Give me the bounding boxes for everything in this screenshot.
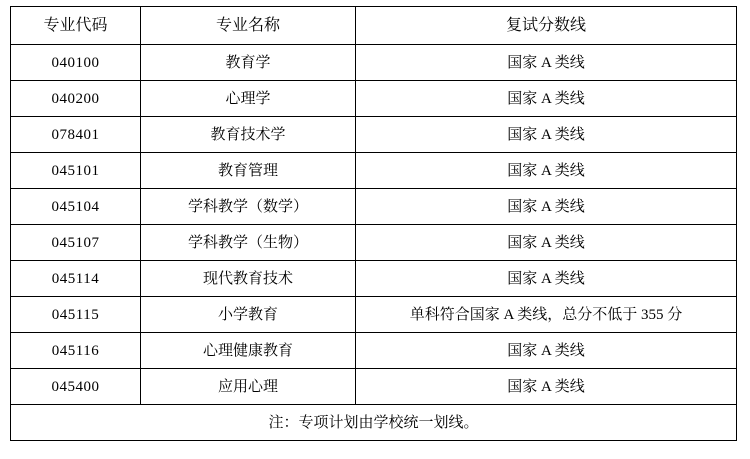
table-row <box>11 369 737 405</box>
cell-score-line: 国家 A 类线 <box>356 153 737 189</box>
table-row <box>11 189 737 225</box>
cell-score-line: 国家 A 类线 <box>356 261 737 297</box>
cell-score-line: 国家 A 类线 <box>356 225 737 261</box>
cell-major-name: 学科教学（生物） <box>141 225 356 261</box>
table-row <box>11 117 737 153</box>
cell-major-code: 045115 <box>11 297 141 333</box>
cell-major-code: 045101 <box>11 153 141 189</box>
cell-major-code: 045400 <box>11 369 141 405</box>
cell-score-line: 国家 A 类线 <box>356 369 737 405</box>
table-row <box>11 81 737 117</box>
table-note-row <box>11 405 737 441</box>
cell-score-line: 国家 A 类线 <box>356 189 737 225</box>
cell-major-code: 040200 <box>11 81 141 117</box>
cell-score-line: 国家 A 类线 <box>356 333 737 369</box>
cell-major-name: 现代教育技术 <box>141 261 356 297</box>
column-header-major-code: 专业代码 <box>11 7 141 45</box>
cell-major-code: 045114 <box>11 261 141 297</box>
table-note: 注：专项计划由学校统一划线。 <box>11 405 737 441</box>
table-row <box>11 297 737 333</box>
cell-major-code: 078401 <box>11 117 141 153</box>
cell-major-name: 教育管理 <box>141 153 356 189</box>
table-row <box>11 333 737 369</box>
table-body <box>11 45 737 441</box>
column-header-major-name: 专业名称 <box>141 7 356 45</box>
cell-major-name: 教育学 <box>141 45 356 81</box>
cell-major-code: 040100 <box>11 45 141 81</box>
cell-major-name: 学科教学（数学） <box>141 189 356 225</box>
cell-major-code: 045107 <box>11 225 141 261</box>
cell-major-name: 心理健康教育 <box>141 333 356 369</box>
cell-major-name: 教育技术学 <box>141 117 356 153</box>
cell-score-line: 国家 A 类线 <box>356 117 737 153</box>
table-row <box>11 225 737 261</box>
admission-score-table <box>10 6 737 441</box>
table-header-row <box>11 7 737 45</box>
cell-score-line: 单科符合国家 A 类线，总分不低于 355 分 <box>356 297 737 333</box>
table-row <box>11 153 737 189</box>
table-row <box>11 45 737 81</box>
cell-major-name: 小学教育 <box>141 297 356 333</box>
cell-major-name: 应用心理 <box>141 369 356 405</box>
cell-major-name: 心理学 <box>141 81 356 117</box>
table-row <box>11 261 737 297</box>
cell-score-line: 国家 A 类线 <box>356 81 737 117</box>
table-header <box>11 7 737 45</box>
cell-major-code: 045116 <box>11 333 141 369</box>
column-header-score-line: 复试分数线 <box>356 7 737 45</box>
cell-major-code: 045104 <box>11 189 141 225</box>
cell-score-line: 国家 A 类线 <box>356 45 737 81</box>
document-page <box>0 6 750 459</box>
